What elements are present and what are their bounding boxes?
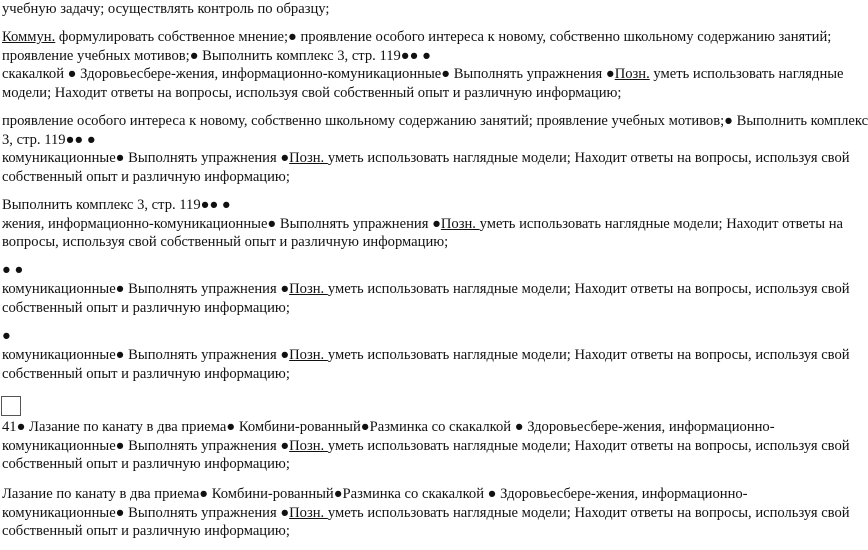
text: собственный опыт и различную информацию; (2, 523, 290, 539)
text-line (2, 131, 96, 150)
text: собственный опыт и различную информацию; (2, 456, 290, 472)
text-line (2, 437, 850, 456)
text-line (2, 346, 850, 365)
text-line (2, 28, 831, 47)
text: формулировать собственное мнение;● проявление особого интереса к новому, собственно школьному содержанию занятий; (55, 29, 832, 45)
pozn-label: Позн. (289, 281, 328, 297)
text: собственный опыт и различную информацию; (2, 299, 290, 316)
text: уметь использовать наглядные модели; Находит ответы на вопросы, используя свой (327, 347, 850, 363)
bullets: ● (2, 328, 11, 344)
pozn-label: Позн. (289, 150, 328, 166)
pozn-label: Позн. (440, 215, 480, 232)
text: уметь использовать наглядные модели; Находит ответы на вопросы, используя свой (327, 504, 850, 521)
text-line (2, 196, 231, 215)
text-line (2, 327, 11, 346)
text: собственный опыт и различную информацию; (2, 365, 290, 382)
text-line (2, 485, 748, 504)
text: Выполнить комплекс 3, стр. 119●● ● (2, 197, 231, 213)
text-line (2, 47, 431, 66)
text-line (2, 0, 329, 19)
text: уметь использовать наглядные модели; Находит ответы на вопросы, используя свой (327, 437, 850, 454)
text: вопросы, используя свой собственный опыт и различную информацию; (2, 234, 449, 250)
text: уметь использовать наглядные модели; Находит ответы на вопросы, используя свой (327, 150, 850, 166)
text-line (2, 365, 290, 384)
pozn-label: Позн. (614, 66, 650, 82)
text: скакалкой ● Здоровьесбере-жения, информационно-комуникационные● Выполнять упражнения ● (2, 66, 615, 82)
text: комуникационные● Выполнять упражнения ● (2, 281, 290, 297)
text: проявление особого интереса к новому, собственно школьному содержанию занятий; проявление учебных мотивов;● Выполнить комплекс (2, 113, 868, 129)
text: уметь использовать наглядные модели; Находит ответы на вопросы, используя свой (327, 281, 850, 297)
text-line (2, 418, 775, 437)
kommun-label: Коммун. (2, 29, 56, 45)
text-line (2, 65, 844, 84)
text: комуникационные● Выполнять упражнения ● (2, 504, 290, 521)
text: модели; Находит ответы на вопросы, используя свой собственный опыт и различную информацию; (2, 84, 622, 101)
text-line (2, 455, 290, 474)
text-line (2, 84, 621, 103)
text: Лазание по канату в два приема● Комбини-рованный●Разминка со скакалкой ● Здоровьесбере-жения, информационно- (2, 486, 748, 502)
text-line (2, 215, 843, 234)
pozn-label: Позн. (289, 347, 328, 363)
text: учебную задачу; осуществлять контроль по образцу; (2, 1, 330, 17)
text: 41● Лазание по канату в два приема● Комбини-рованный●Разминка со скакалкой ● Здоровьесбере-жения, информационно- (2, 419, 775, 435)
text-line (2, 149, 850, 168)
pozn-label: Позн. (289, 437, 328, 454)
text-line (2, 522, 290, 541)
text: уметь использовать наглядные модели; Находит ответы на (479, 215, 843, 232)
text: жения, информационно-комуникационные● Выполнять упражнения ● (2, 215, 441, 232)
pozn-label: Позн. (289, 504, 328, 521)
text-line (2, 299, 290, 318)
text-line (2, 233, 448, 252)
text: 3, стр. 119●● ● (2, 131, 96, 148)
text: проявление учебных мотивов;● Выполнить комплекс 3, стр. 119●● ● (2, 47, 431, 64)
bullets: ● ● (2, 262, 24, 278)
text-line (2, 504, 850, 523)
text-line (2, 168, 290, 187)
text: комуникационные● Выполнять упражнения ● (2, 150, 290, 166)
empty-table-cell (1, 396, 21, 416)
text: комуникационные● Выполнять упражнения ● (2, 347, 290, 363)
text-line (2, 261, 23, 280)
text-line (2, 112, 868, 131)
text: собственный опыт и различную информацию; (2, 168, 290, 185)
text: комуникационные● Выполнять упражнения ● (2, 437, 290, 454)
text: уметь использовать наглядные (649, 66, 844, 82)
text-line (2, 280, 850, 299)
